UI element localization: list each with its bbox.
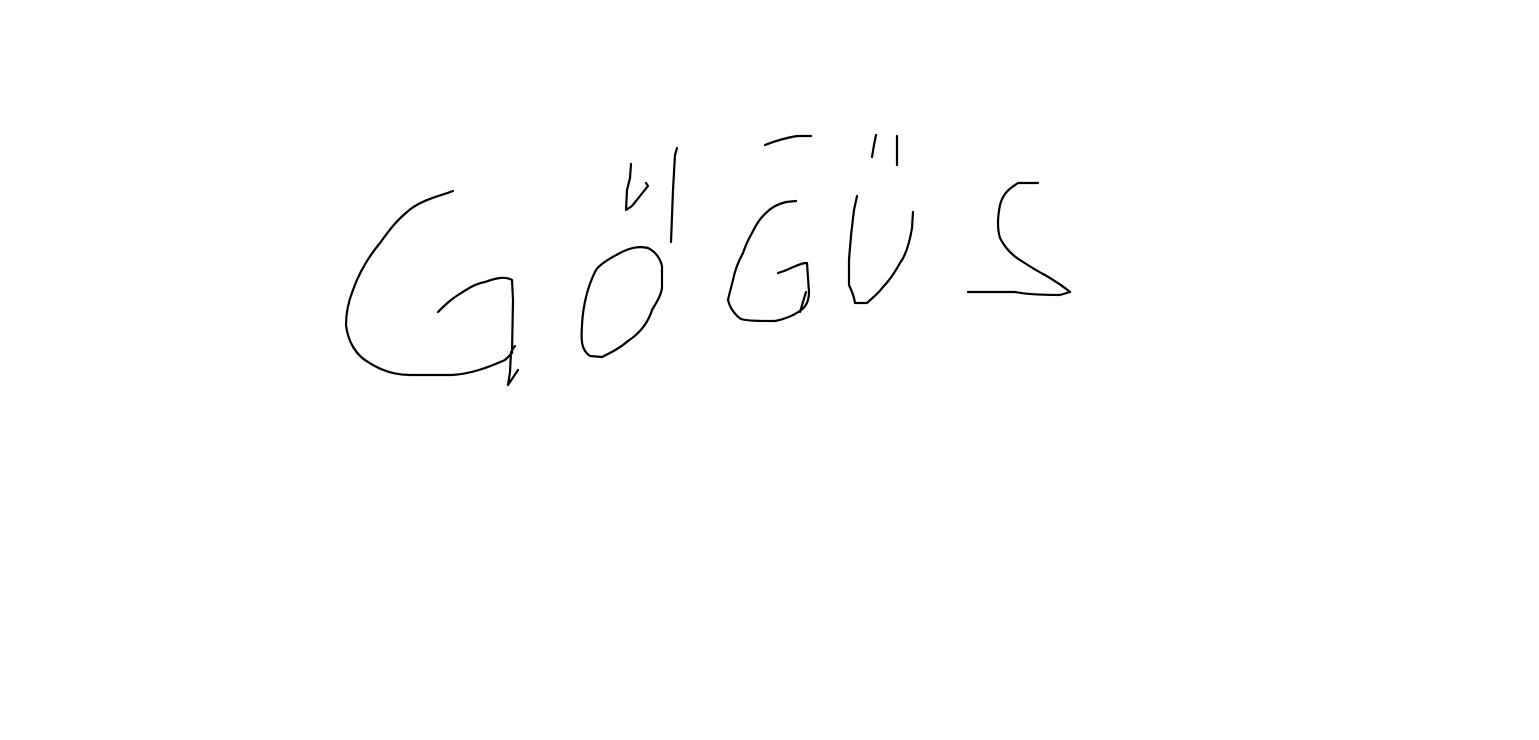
- letter-s-cedilla: [968, 183, 1070, 295]
- letter-g-breve: [728, 136, 811, 321]
- letter-u-dot-left: [872, 135, 876, 157]
- letter-g-breve-mark: [765, 136, 811, 145]
- letter-u-umlaut: [849, 135, 913, 303]
- letter-s-cedilla-stroke: [968, 292, 1070, 295]
- letter-g-breve-body: [728, 201, 809, 321]
- letter-u-body: [849, 196, 913, 303]
- letter-g: [346, 191, 518, 385]
- letter-o-body: [582, 247, 662, 357]
- letter-o-dot-right: [671, 148, 677, 242]
- letter-g-body: [346, 191, 513, 375]
- letter-o-umlaut: [582, 148, 677, 357]
- letter-s-body: [998, 183, 1070, 292]
- letter-o-dot-left: [626, 164, 648, 210]
